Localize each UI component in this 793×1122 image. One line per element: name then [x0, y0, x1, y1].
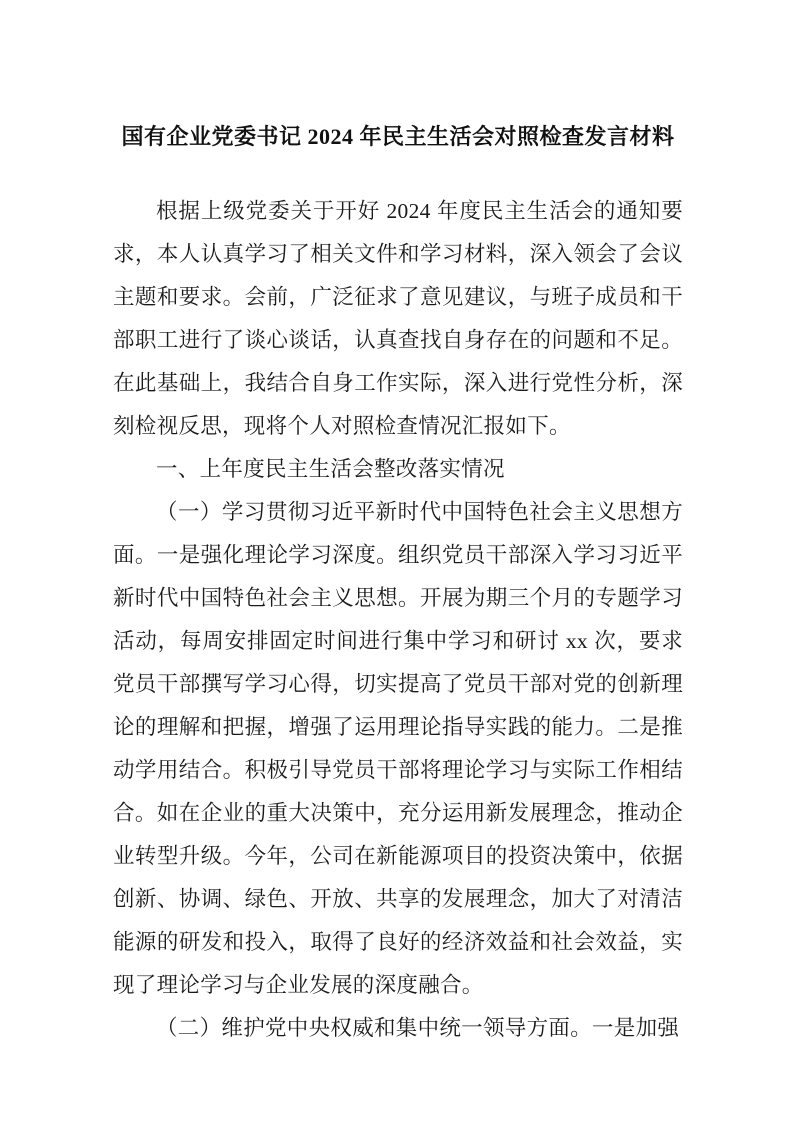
document-title: 国有企业党委书记 2024 年民主生活会对照检查发言材料	[121, 124, 675, 149]
document-body	[113, 190, 683, 1050]
intro-paragraph: 根据上级党委关于开好 2024 年度民主生活会的通知要求，本人认真学习了相关文件和学习材料，深入领会了会议主题和要求。会前，广泛征求了意见建议，与班子成员和干部职工进行了谈心谈话，认真查找自身存在的问题和不足。在此基础上，我结合自身工作实际，深入进行党性分析，深刻检视反思，现将个人对照检查情况汇报如下。	[113, 199, 683, 438]
section-heading-1: 一、上年度民主生活会整改落实情况	[156, 457, 505, 481]
subsection-paragraph-1: （一）学习贯彻习近平新时代中国特色社会主义思想方面。一是强化理论学习深度。组织党员干部深入学习习近平新时代中国特色社会主义思想。开展为期三个月的专题学习活动，每周安排固定时间进行集中学习和研讨 xx 次，要求党员干部撰写学习心得，切实提高了党员干部对党的创新理论的理解和把握，增强了运用理论指导实践的能力。二是推动学用结合。积极引导党员干部将理论学习与实际工作相结合。如在企业的重大决策中，充分运用新发展理念，推动企业转型升级。今年，公司在新能源项目的投资决策中，依据创新、协调、绿色、开放、共享的发展理念，加大了对清洁能源的研发和投入，取得了良好的经济效益和社会效益，实现了理论学习与企业发展的深度融合。	[113, 500, 683, 997]
subsection-paragraph-2: （二）维护党中央权威和集中统一领导方面。一是加强	[156, 1016, 680, 1040]
